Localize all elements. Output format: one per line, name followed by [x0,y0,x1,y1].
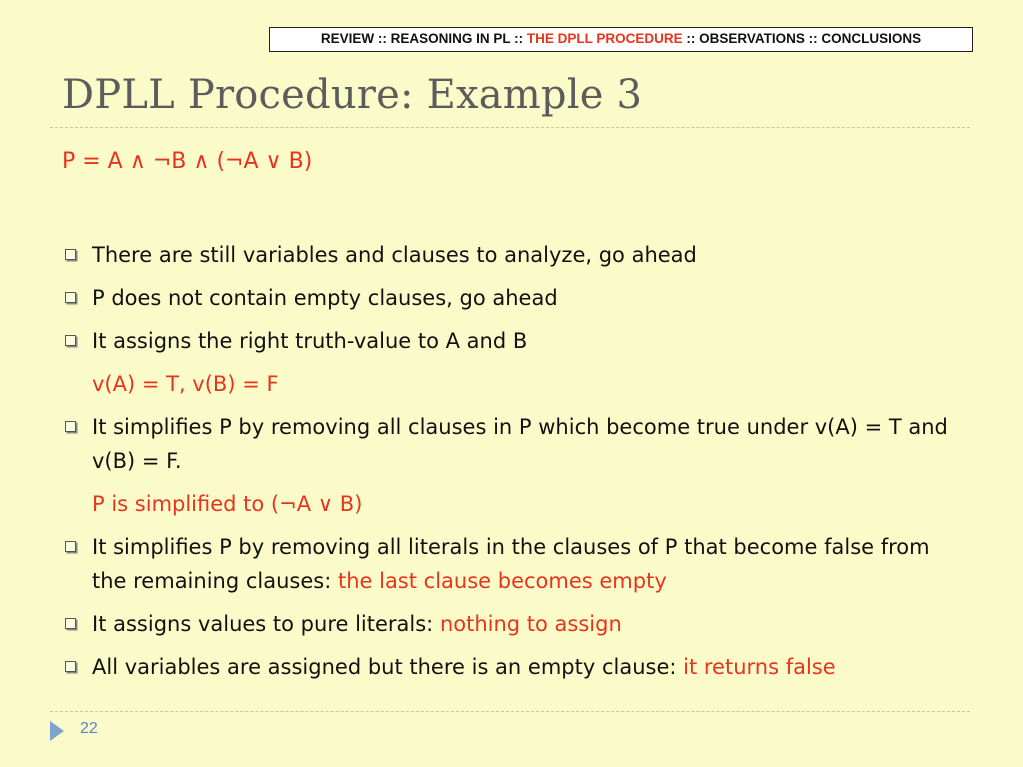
nav-reasoning[interactable]: REASONING IN PL :: [390,31,527,46]
sub-text: P is simplified to (¬A ∨ B) [92,492,363,516]
bullet-list [62,238,962,693]
sub-item-assignment [62,367,962,401]
bullet-item [62,607,962,641]
bullet-text: There are still variables and clauses to analyze, go ahead [92,243,697,267]
bullet-item [62,324,962,358]
bullet-item [62,238,962,272]
square-bullet-icon [65,618,76,629]
bullet-text: It assigns the right truth-value to A and B [92,329,528,353]
bullet-item [62,650,962,684]
nav-rest[interactable]: :: OBSERVATIONS :: CONCLUSIONS [682,31,922,46]
play-arrow-icon[interactable] [50,721,64,741]
bullet-text: It assigns values to pure literals: [92,612,440,636]
bullet-highlight: nothing to assign [439,612,622,636]
bullet-item [62,530,962,598]
square-bullet-icon [65,249,76,260]
formula: P = A ∧ ¬B ∧ (¬A ∨ B) [62,149,313,174]
slide-title: DPLL Procedure: Example 3 [62,72,643,118]
nav-review[interactable]: REVIEW :: [320,31,391,46]
sub-item-simplified [62,487,962,521]
footer-divider [50,711,970,712]
square-bullet-icon [65,541,76,552]
bullet-text: It simplifies P by removing all clauses in P which become true under v(A) = T and v(B) = F. [92,415,948,473]
bullet-highlight: the last clause becomes empty [337,569,667,593]
page-number: 22 [80,720,98,737]
square-bullet-icon [65,421,76,432]
bullet-text: It simplifies P by removing all literals in the clauses of P that become false from the remaining clauses: [92,535,930,593]
bullet-item [62,281,962,315]
title-divider [50,127,970,128]
bullet-text: P does not contain empty clauses, go ahead [92,286,558,310]
bullet-highlight: it returns false [683,655,836,679]
sub-text: v(A) = T, v(B) = F [92,372,279,396]
square-bullet-icon [65,292,76,303]
section-navigation [269,27,973,52]
bullet-item [62,410,962,478]
square-bullet-icon [65,335,76,346]
square-bullet-icon [65,661,76,672]
nav-dpll-procedure[interactable]: THE DPLL PROCEDURE [526,31,683,46]
bullet-text: All variables are assigned but there is an empty clause: [92,655,684,679]
